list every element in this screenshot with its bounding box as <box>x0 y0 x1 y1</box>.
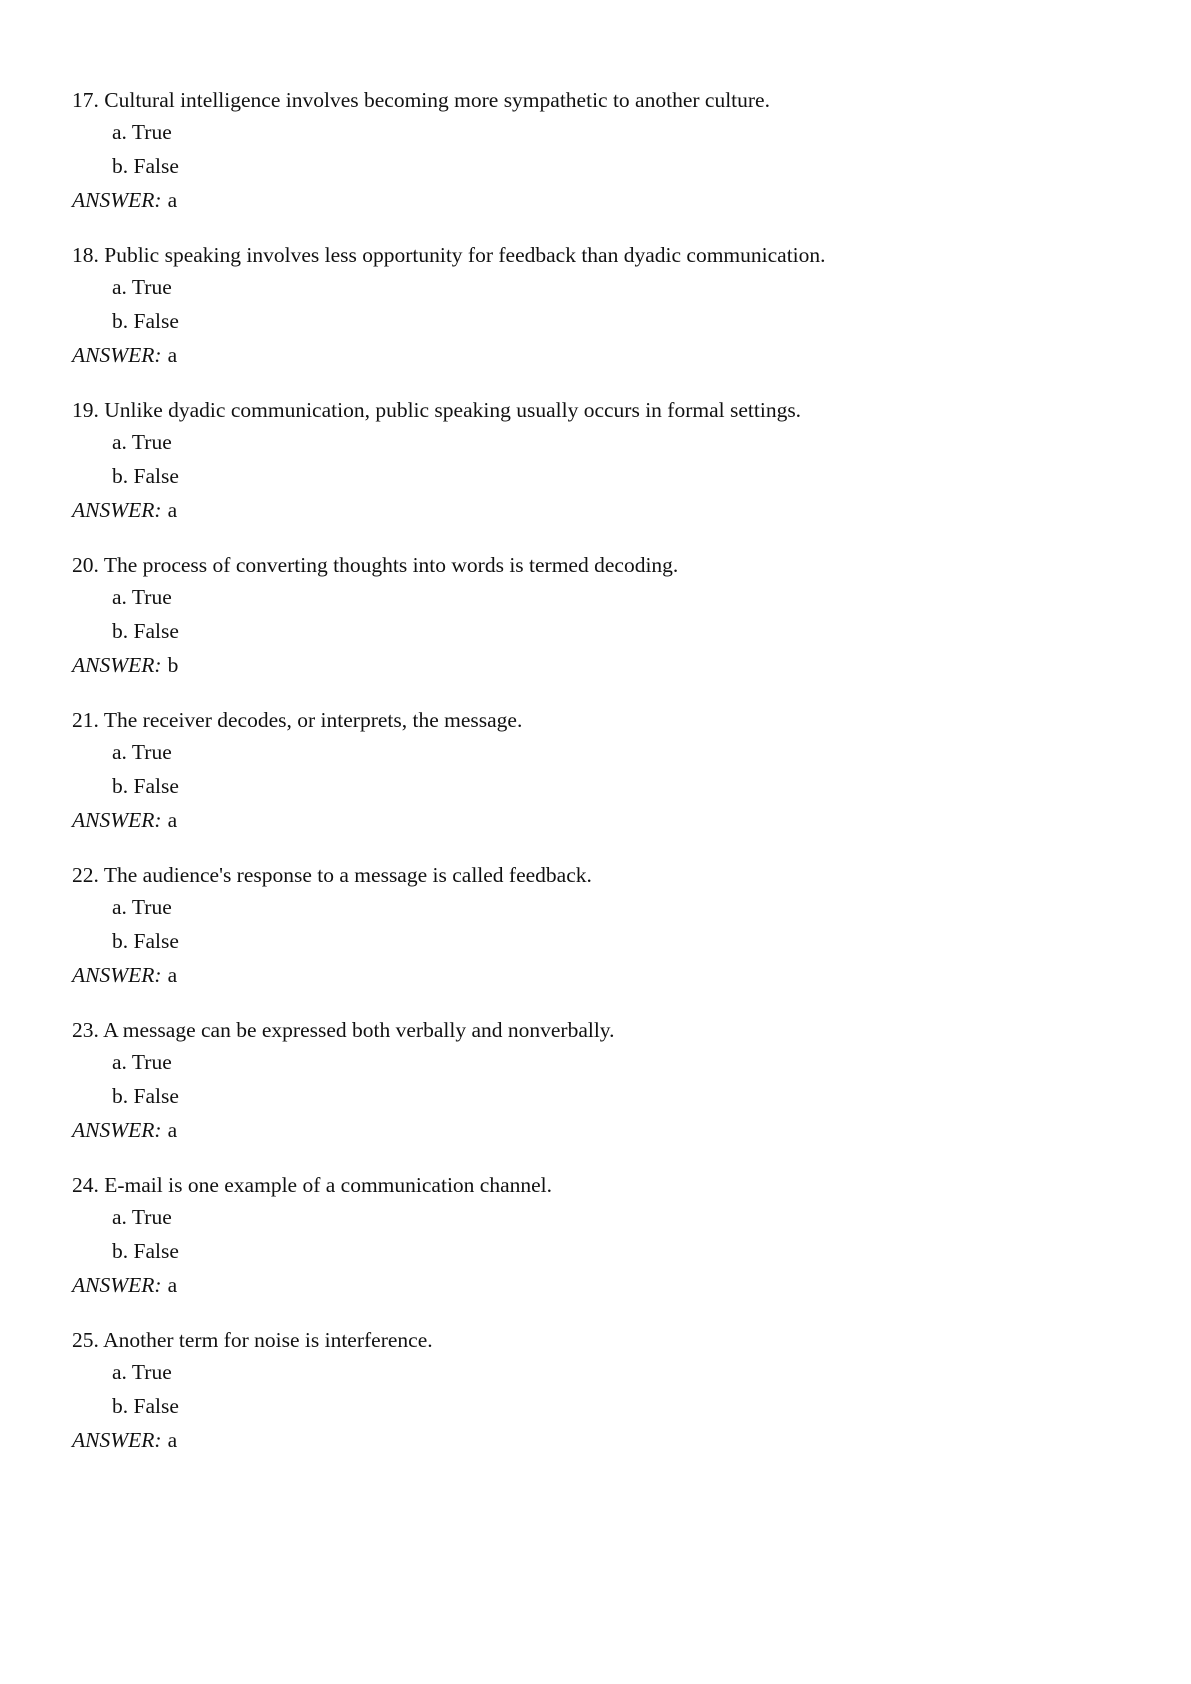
answer-value: b <box>167 653 179 677</box>
option-false: b. False <box>112 464 179 488</box>
answer-label: ANSWER: <box>72 1273 162 1297</box>
question-21 <box>72 710 1122 865</box>
answer-label: ANSWER: <box>72 963 162 987</box>
answer-value: a <box>167 1428 178 1452</box>
answer-value: a <box>167 498 178 522</box>
answer-line <box>72 500 1122 522</box>
option-false: b. False <box>112 309 179 333</box>
answer-line <box>72 965 1122 987</box>
question-text <box>72 710 1122 732</box>
option-false: b. False <box>112 154 179 178</box>
option-true: a. True <box>112 895 172 919</box>
question-25 <box>72 1330 1122 1485</box>
question-text <box>72 1020 1122 1042</box>
question-text <box>72 865 1122 887</box>
question-24 <box>72 1175 1122 1330</box>
question-number: 17. <box>72 88 99 112</box>
option-true: a. True <box>112 585 172 609</box>
question-22 <box>72 865 1122 1020</box>
option-false: b. False <box>112 619 179 643</box>
question-17 <box>72 90 1122 245</box>
question-number: 18. <box>72 243 99 267</box>
question-text <box>72 400 1122 422</box>
option-true: a. True <box>112 1050 172 1074</box>
option-false: b. False <box>112 774 179 798</box>
answer-label: ANSWER: <box>72 1118 162 1142</box>
answer-line <box>72 345 1122 367</box>
question-statement: The process of converting thoughts into words is termed decoding. <box>103 553 679 577</box>
question-text <box>72 90 1122 112</box>
option-false: b. False <box>112 929 179 953</box>
option-false: b. False <box>112 1394 179 1418</box>
answer-line <box>72 1120 1122 1142</box>
answer-value: a <box>167 808 178 832</box>
answer-label: ANSWER: <box>72 1428 162 1452</box>
answer-label: ANSWER: <box>72 498 162 522</box>
answer-line <box>72 1430 1122 1452</box>
option-false: b. False <box>112 1239 179 1263</box>
option-true: a. True <box>112 120 172 144</box>
answer-value: a <box>167 188 178 212</box>
question-number: 22. <box>72 863 99 887</box>
question-text <box>72 1175 1122 1197</box>
answer-value: a <box>167 1273 178 1297</box>
question-number: 21. <box>72 708 99 732</box>
option-true: a. True <box>112 275 172 299</box>
question-number: 23. <box>72 1018 99 1042</box>
question-text <box>72 555 1122 577</box>
question-list <box>72 90 1122 1485</box>
answer-line <box>72 810 1122 832</box>
answer-line <box>72 1275 1122 1297</box>
question-number: 25. <box>72 1328 99 1352</box>
answer-line <box>72 190 1122 212</box>
question-statement: The receiver decodes, or interprets, the message. <box>103 708 523 732</box>
question-18 <box>72 245 1122 400</box>
answer-label: ANSWER: <box>72 653 162 677</box>
answer-line <box>72 655 1122 677</box>
answer-label: ANSWER: <box>72 188 162 212</box>
question-statement: Another term for noise is interference. <box>103 1328 433 1352</box>
question-number: 24. <box>72 1173 99 1197</box>
option-true: a. True <box>112 1360 172 1384</box>
question-statement: The audience's response to a message is called feedback. <box>103 863 592 887</box>
question-20 <box>72 555 1122 710</box>
answer-value: a <box>167 1118 178 1142</box>
question-number: 19. <box>72 398 99 422</box>
question-number: 20. <box>72 553 99 577</box>
question-statement: Unlike dyadic communication, public speaking usually occurs in formal settings. <box>104 398 802 422</box>
answer-label: ANSWER: <box>72 343 162 367</box>
question-statement: E-mail is one example of a communication channel. <box>104 1173 553 1197</box>
option-true: a. True <box>112 740 172 764</box>
question-19 <box>72 400 1122 555</box>
question-statement: A message can be expressed both verbally and nonverbally. <box>103 1018 615 1042</box>
question-statement: Cultural intelligence involves becoming more sympathetic to another culture. <box>104 88 770 112</box>
option-true: a. True <box>112 1205 172 1229</box>
option-false: b. False <box>112 1084 179 1108</box>
answer-value: a <box>167 963 178 987</box>
question-text <box>72 245 1122 267</box>
answer-value: a <box>167 343 178 367</box>
answer-label: ANSWER: <box>72 808 162 832</box>
question-23 <box>72 1020 1122 1175</box>
option-true: a. True <box>112 430 172 454</box>
question-statement: Public speaking involves less opportunity for feedback than dyadic communication. <box>104 243 826 267</box>
question-text <box>72 1330 1122 1352</box>
